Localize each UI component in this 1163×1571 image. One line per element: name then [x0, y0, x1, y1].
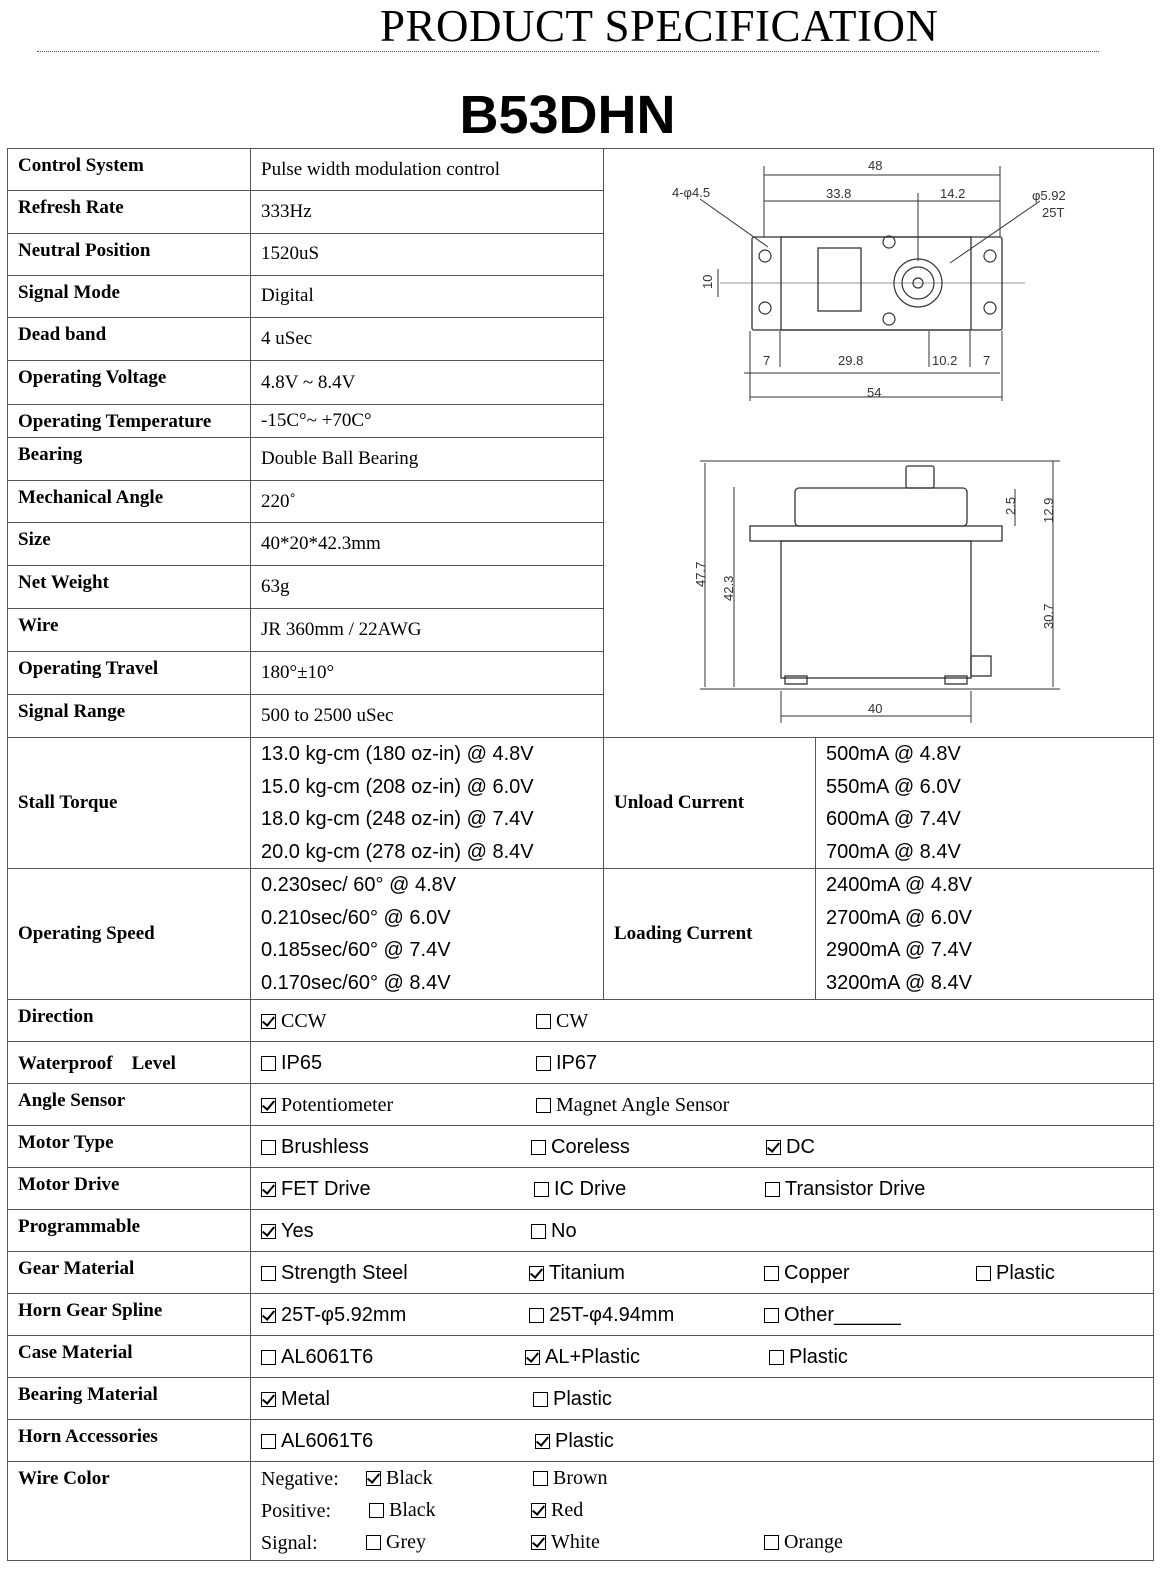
dim-label: 54	[867, 385, 882, 400]
dim-label: 30.7	[1041, 603, 1056, 629]
dim-label: 7	[763, 353, 771, 368]
option-text: DC	[786, 1135, 815, 1158]
wire-color-row	[8, 1462, 1154, 1561]
spec-value: -15C°~ +70C°	[251, 404, 604, 437]
option-item[interactable]	[764, 1262, 850, 1285]
checkbox-icon[interactable]	[531, 1140, 546, 1155]
dim-label: 10	[700, 274, 715, 289]
option-text: Other______	[784, 1303, 901, 1326]
header-divider	[37, 51, 1099, 52]
top-view-label-area	[818, 248, 861, 311]
checkbox-icon[interactable]	[261, 1140, 276, 1155]
option-item[interactable]	[533, 1388, 612, 1411]
checkbox-icon[interactable]	[764, 1266, 779, 1281]
torque-row	[8, 738, 1154, 869]
value-line: 13.0 kg-cm (180 oz-in) @ 4.8V	[261, 743, 534, 765]
option-text: Brushless	[281, 1135, 369, 1158]
spec-label: Signal Mode	[8, 275, 251, 317]
value-line: 15.0 kg-cm (208 oz-in) @ 6.0V	[261, 775, 534, 798]
checkbox-icon[interactable]	[536, 1098, 551, 1113]
side-view-body	[781, 541, 971, 678]
side-view-foot	[785, 676, 807, 684]
mount-hole	[759, 302, 771, 314]
drawing-cell	[604, 149, 1154, 738]
mount-hole	[759, 250, 771, 262]
dim-label: 47.7	[693, 561, 708, 587]
checkbox-icon[interactable]	[765, 1182, 780, 1197]
option-text: IP67	[556, 1051, 598, 1074]
option-item[interactable]	[261, 1094, 393, 1117]
spec-value: Pulse width modulation control	[251, 149, 604, 191]
option-label: Motor Type	[8, 1126, 251, 1168]
spec-table	[7, 148, 1154, 1561]
dim-label: 48	[868, 158, 883, 173]
speed-row	[8, 869, 1154, 1000]
option-row	[8, 1294, 1154, 1336]
spec-label: Wire	[8, 609, 251, 652]
checkbox-icon[interactable]	[531, 1224, 546, 1239]
checked-box-icon[interactable]	[531, 1535, 546, 1550]
top-view-body	[752, 237, 1002, 330]
option-item[interactable]	[764, 1304, 901, 1327]
dim-label: 12.9	[1041, 497, 1056, 523]
dim-label: 33.8	[826, 186, 852, 201]
option-values	[251, 1168, 1154, 1210]
option-item[interactable]	[531, 1220, 577, 1243]
option-text: Yes	[281, 1219, 314, 1242]
option-text: Grey	[386, 1531, 426, 1553]
spec-value: 4 uSec	[251, 318, 604, 361]
value-line: 2700mA @ 6.0V	[826, 906, 972, 929]
option-item[interactable]	[531, 1499, 583, 1522]
value-line: 2400mA @ 4.8V	[826, 874, 972, 896]
mount-hole	[984, 250, 996, 262]
option-label: Angle Sensor	[8, 1084, 251, 1126]
spec-label: Operating Temperature	[8, 404, 251, 437]
option-label: Horn Accessories	[8, 1420, 251, 1462]
option-text: Plastic	[553, 1387, 612, 1410]
option-item[interactable]	[976, 1262, 1055, 1285]
side-view-foot	[945, 676, 967, 684]
checkbox-icon[interactable]	[536, 1014, 551, 1029]
option-row	[8, 1378, 1154, 1420]
checked-box-icon[interactable]	[261, 1308, 276, 1323]
option-text: 25T-φ5.92mm	[281, 1303, 407, 1326]
checkbox-icon[interactable]	[261, 1056, 276, 1071]
dim-label: 10.2	[932, 353, 958, 368]
option-text: White	[551, 1531, 600, 1553]
spec-row	[8, 149, 1154, 191]
value-line: 500mA @ 4.8V	[826, 743, 961, 765]
spec-value: 500 to 2500 uSec	[251, 694, 604, 737]
dim-label: 2.5	[1003, 496, 1018, 515]
wire-color-line	[261, 1495, 1143, 1527]
spec-value: 63g	[251, 565, 604, 608]
spec-label: Net Weight	[8, 565, 251, 608]
option-text: CW	[556, 1009, 589, 1032]
checkbox-icon[interactable]	[529, 1308, 544, 1323]
option-values	[251, 1378, 1154, 1420]
spec-label: Loading Current	[604, 869, 816, 1000]
checkbox-icon[interactable]	[366, 1535, 381, 1550]
option-text: Black	[389, 1499, 436, 1521]
dim-label: 25T	[1042, 205, 1065, 220]
option-label: Case Material	[8, 1336, 251, 1378]
checked-box-icon[interactable]	[531, 1503, 546, 1518]
option-item[interactable]	[535, 1430, 614, 1453]
option-item[interactable]	[536, 1094, 729, 1117]
option-values	[251, 1042, 1154, 1084]
option-text: AL6061T6	[281, 1345, 374, 1368]
spec-values	[251, 738, 604, 869]
option-values	[251, 1252, 1154, 1294]
option-item[interactable]	[764, 1531, 843, 1554]
spec-label: Stall Torque	[8, 738, 251, 869]
spec-values	[816, 738, 1154, 869]
spec-label: Refresh Rate	[8, 191, 251, 233]
option-item[interactable]	[261, 1220, 314, 1243]
option-label: Motor Drive	[8, 1168, 251, 1210]
option-text: Magnet Angle Sensor	[556, 1093, 730, 1116]
mount-screw	[883, 236, 895, 248]
checked-box-icon[interactable]	[261, 1098, 276, 1113]
option-values	[251, 1000, 1154, 1042]
option-text: Brown	[553, 1467, 608, 1489]
dim-label: 40	[868, 701, 883, 716]
option-text: AL6061T6	[281, 1429, 374, 1452]
side-view-shaft	[906, 466, 934, 488]
value-line: 0.230sec/ 60° @ 4.8V	[261, 874, 457, 896]
checkbox-icon[interactable]	[533, 1471, 548, 1486]
option-item[interactable]	[261, 1304, 406, 1327]
option-text: Strength Steel	[281, 1261, 408, 1284]
option-item[interactable]	[534, 1178, 626, 1201]
spec-label: Signal Range	[8, 694, 251, 737]
option-item[interactable]	[261, 1262, 408, 1285]
option-label: Programmable	[8, 1210, 251, 1252]
option-label: Direction	[8, 1000, 251, 1042]
option-text: Potentiometer	[281, 1093, 394, 1116]
option-label: Gear Material	[8, 1252, 251, 1294]
option-label: Horn Gear Spline	[8, 1294, 251, 1336]
spec-label: Mechanical Angle	[8, 481, 251, 523]
option-item[interactable]	[261, 1010, 327, 1033]
spec-value: 4.8V ~ 8.4V	[251, 361, 604, 404]
wire-color-line	[261, 1527, 1143, 1559]
value-line: 0.185sec/60° @ 7.4V	[261, 939, 451, 961]
option-text: Orange	[784, 1531, 843, 1553]
servo-drawing	[604, 149, 1151, 732]
option-item[interactable]	[765, 1178, 925, 1201]
mount-hole	[984, 302, 996, 314]
option-row	[8, 1420, 1154, 1462]
side-view-top	[795, 488, 967, 526]
option-item[interactable]	[261, 1178, 371, 1201]
checked-box-icon[interactable]	[366, 1471, 381, 1486]
option-row	[8, 1042, 1154, 1084]
option-text: Metal	[281, 1387, 330, 1410]
option-item[interactable]	[525, 1346, 640, 1369]
dim-label: 4-φ4.5	[672, 185, 711, 200]
option-item[interactable]	[369, 1499, 436, 1522]
wire-color-values	[251, 1462, 1154, 1561]
wire-exit	[971, 656, 991, 676]
spec-value: 40*20*42.3mm	[251, 523, 604, 565]
option-item[interactable]	[531, 1136, 630, 1159]
value-line: 2900mA @ 7.4V	[826, 939, 972, 961]
option-text: IC Drive	[554, 1177, 627, 1200]
page-header	[0, 0, 1163, 60]
spec-value: 1520uS	[251, 233, 604, 275]
option-text: Transistor Drive	[785, 1177, 926, 1200]
option-values	[251, 1210, 1154, 1252]
option-row	[8, 1336, 1154, 1378]
option-item[interactable]	[261, 1052, 322, 1075]
value-line: 600mA @ 7.4V	[826, 808, 961, 830]
option-item[interactable]	[261, 1136, 369, 1159]
option-text: Plastic	[996, 1261, 1055, 1284]
option-row	[8, 1168, 1154, 1210]
value-line: 700mA @ 8.4V	[826, 840, 961, 863]
option-values	[251, 1294, 1154, 1336]
option-row	[8, 1126, 1154, 1168]
option-text: Coreless	[551, 1135, 630, 1158]
option-values	[251, 1084, 1154, 1126]
dim-label: 42.3	[721, 575, 736, 601]
checked-box-icon[interactable]	[261, 1224, 276, 1239]
checkbox-icon[interactable]	[261, 1434, 276, 1449]
dim-label: 7	[983, 353, 991, 368]
dim-label: φ5.92	[1032, 188, 1066, 203]
spec-label: Control System	[8, 149, 251, 191]
spec-value: 220˚	[251, 481, 604, 523]
checked-box-icon[interactable]	[766, 1140, 781, 1155]
spec-label: Unload Current	[604, 738, 816, 869]
option-item[interactable]	[531, 1531, 600, 1554]
option-text: Titanium	[549, 1261, 625, 1284]
spec-value: 333Hz	[251, 191, 604, 233]
mount-screw	[883, 313, 895, 325]
spec-label: Bearing	[8, 437, 251, 480]
option-item[interactable]	[536, 1010, 588, 1033]
value-line: 0.170sec/60° @ 8.4V	[261, 971, 451, 994]
spec-label: Neutral Position	[8, 233, 251, 275]
option-text: 25T-φ4.94mm	[549, 1303, 675, 1326]
checkbox-icon[interactable]	[534, 1182, 549, 1197]
option-label: Waterproof Level	[8, 1042, 251, 1084]
dim-label: 29.8	[838, 353, 864, 368]
checked-box-icon[interactable]	[261, 1014, 276, 1029]
checkbox-icon[interactable]	[261, 1350, 276, 1365]
spec-value: Digital	[251, 275, 604, 317]
spec-label: Operating Speed	[8, 869, 251, 1000]
option-label: Bearing Material	[8, 1378, 251, 1420]
option-row	[8, 1000, 1154, 1042]
option-item[interactable]	[536, 1052, 597, 1075]
option-text: CCW	[281, 1009, 327, 1032]
value-line: 0.210sec/60° @ 6.0V	[261, 906, 451, 929]
option-row	[8, 1210, 1154, 1252]
option-item[interactable]	[529, 1304, 674, 1327]
option-values	[251, 1336, 1154, 1378]
option-text: IP65	[281, 1051, 323, 1074]
wire-name: Negative:	[261, 1467, 339, 1490]
option-item[interactable]	[366, 1531, 426, 1554]
checkbox-icon[interactable]	[769, 1350, 784, 1365]
option-item[interactable]	[366, 1467, 433, 1490]
checked-box-icon[interactable]	[261, 1182, 276, 1197]
option-row	[8, 1252, 1154, 1294]
option-item[interactable]	[769, 1346, 848, 1369]
spec-values	[816, 869, 1154, 1000]
wire-color-line	[261, 1463, 1143, 1495]
checkbox-icon[interactable]	[764, 1308, 779, 1323]
checkbox-icon[interactable]	[976, 1266, 991, 1281]
spec-label: Operating Travel	[8, 652, 251, 694]
option-values	[251, 1420, 1154, 1462]
value-line: 18.0 kg-cm (248 oz-in) @ 7.4V	[261, 808, 534, 830]
option-text: Copper	[784, 1261, 850, 1284]
checkbox-icon[interactable]	[261, 1266, 276, 1281]
option-label: Wire Color	[8, 1462, 251, 1561]
value-line: 3200mA @ 8.4V	[826, 971, 972, 994]
spec-value: JR 360mm / 22AWG	[251, 609, 604, 652]
checkbox-icon[interactable]	[533, 1392, 548, 1407]
option-item[interactable]	[261, 1346, 373, 1369]
checked-box-icon[interactable]	[525, 1350, 540, 1365]
option-item[interactable]	[533, 1467, 607, 1490]
value-line: 20.0 kg-cm (278 oz-in) @ 8.4V	[261, 840, 534, 863]
checked-box-icon[interactable]	[529, 1266, 544, 1281]
leader-line	[700, 199, 768, 247]
option-item[interactable]	[529, 1262, 625, 1285]
option-text: No	[551, 1219, 577, 1242]
page-title: PRODUCT SPECIFICATION	[380, 1, 939, 51]
checked-box-icon[interactable]	[261, 1392, 276, 1407]
option-text: Black	[386, 1467, 433, 1489]
model-name: B53DHN	[459, 85, 676, 145]
spec-label: Dead band	[8, 318, 251, 361]
dim-label: 14.2	[940, 186, 966, 201]
checkbox-icon[interactable]	[369, 1503, 384, 1518]
option-text: Red	[551, 1499, 584, 1521]
option-values	[251, 1126, 1154, 1168]
checked-box-icon[interactable]	[535, 1434, 550, 1449]
option-text: Plastic	[555, 1429, 614, 1452]
spec-value: Double Ball Bearing	[251, 437, 604, 480]
option-item[interactable]	[261, 1388, 330, 1411]
spec-label: Operating Voltage	[8, 361, 251, 404]
side-view-flange	[750, 526, 1002, 541]
wire-name: Signal:	[261, 1531, 318, 1554]
option-row	[8, 1084, 1154, 1126]
option-item[interactable]	[766, 1136, 815, 1159]
spec-value: 180°±10°	[251, 652, 604, 694]
option-text: AL+Plastic	[545, 1345, 641, 1368]
checkbox-icon[interactable]	[764, 1535, 779, 1550]
spec-values	[251, 869, 604, 1000]
option-text: Plastic	[789, 1345, 848, 1368]
checkbox-icon[interactable]	[536, 1056, 551, 1071]
wire-name: Positive:	[261, 1499, 332, 1522]
option-text: FET Drive	[281, 1177, 371, 1200]
value-line: 550mA @ 6.0V	[826, 775, 961, 798]
spec-label: Size	[8, 523, 251, 565]
option-item[interactable]	[261, 1430, 373, 1453]
